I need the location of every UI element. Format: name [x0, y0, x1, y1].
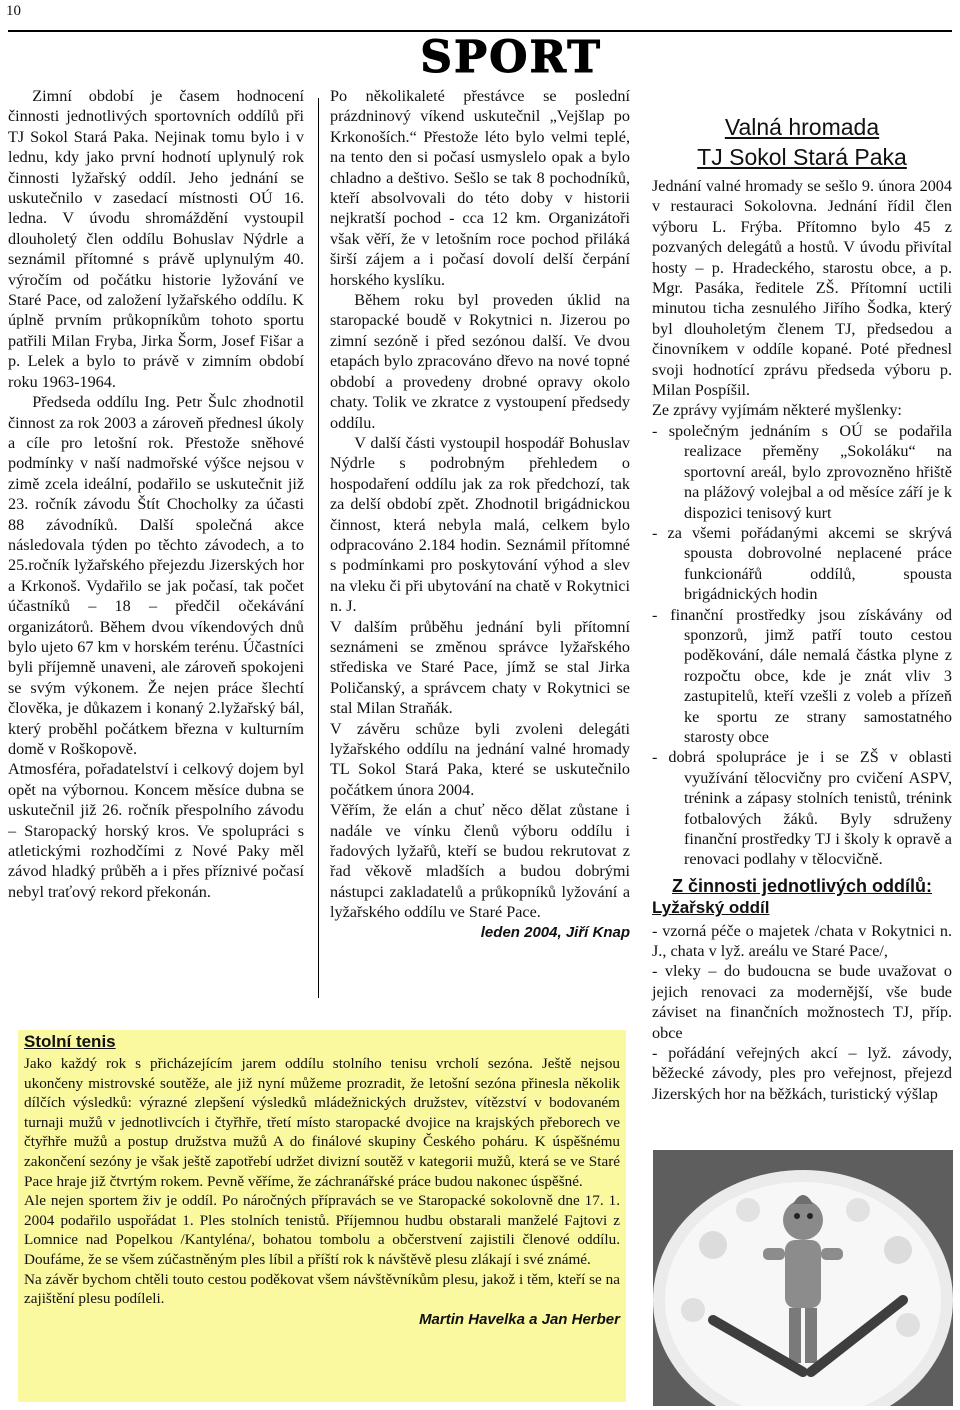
report-item: - společným jednáním s OÚ se podařila realizace přeměny „Sokoláku“ na sportovní areál, bylo zprovozněno hřiště na plážový volejbal a od měsíce září je k dispozici tenisový kurt	[652, 421, 952, 522]
middle-paragraph: Po několikaleté přestávce se poslední prázdninový víkend uskutečnil „Vejšlap po Krkonoších.“ Přestože léto bylo velmi teplé, na tento den si počasí usmyslelo opak a bylo chladno a deštivo. Sešlo se tak 8 pochodníků, kteří absolvovali do této doby v historii nejkratší pochod - cca 12 km. Organizátoři však věří, že v letošním roce pochod přiláká širší zájem a i počasí dovolí delší čerpání horského kyslíku.	[330, 87, 630, 289]
middle-paragraph: V závěru schůze byli zvoleni delegáti lyžařského oddílu na jednání valné hromady TL Sokol Stará Paka, které se uskutečnilo počátkem února 2004.	[330, 719, 630, 799]
report-list	[652, 421, 952, 870]
middle-column	[330, 86, 630, 943]
middle-paragraph: V dalším průběhu jednání byli přítomní seznámeni se změnou správce lyžařského střediska ve Staré Pace, jímž se stal Jirka Poličanský, a správcem chaty v Rokytnici se stal Milan Straňák.	[330, 617, 630, 718]
cake-photo	[653, 1150, 953, 1406]
report-item: - za všemi pořádanými akcemi se skrývá spousta dobrovolné neplacené práce funkcionářů oddílů, spousta brigádnických hodin	[652, 523, 952, 604]
stolni-tenis-box	[18, 1030, 626, 1402]
right-column	[652, 112, 952, 1104]
stolni-signature: Martin Havelka a Jan Herber	[419, 1310, 620, 1328]
middle-paragraph: Věřím, že elán a chuť něco dělat zůstane i nadále ve vínku členů výboru oddílu i řadových lyžařů, kteří se budou rekrutovat z řad věkově mladších a budou dobrými nástupci zakladatelů a průkopníků lyžování a lyžařského oddílu ve Staré Pace.	[330, 801, 630, 922]
page-number: 10	[6, 3, 21, 19]
left-paragraph: Předseda oddílu Ing. Petr Šulc zhodnotil činnost za rok 2003 a zároveň přednesl úkoly a cíle pro letošní rok. Přestože sněhové podmínky v naší nadmořské výšce nejsou v zimě zcela ideální, podařilo se uskutečnit již 23. ročník závodu Štít Chocholky za účasti 88 závodníků. Další společná akce následovala týden po těchto závodech, a to 25.ročník lyžařského přejezdu Jizerských hor a Krkonoš. Vydařilo se jak počasí, tak počet účastníků – 18 – předčil očekávání organizátorů. Během dvou víkendových dnů bylo ujeto 67 km v horském terénu. Účastníci byli příjemně unaveni, ale zároveň spokojeni se svým výkonem. Že nejen práce šlechtí člověka, je důkazem i konaný 2.lyžařský bál, který proběhl počátkem března v kulturním domě v Roškopově.	[8, 393, 304, 758]
middle-paragraph: V další části vystoupil hospodář Bohuslav Nýdrle s podrobným přehledem o hospodaření oddílu jak za rok předchozí, tak za delší období zpět. Zhodnotil brigádnickou činnost, která nebyla malá, celkem bylo odpracováno 2.184 hodin. Seznámil přítomné s podmínkami pro poskytování výhod a slev na vleku či při ubytování na chatě v Rokytnici n. J.	[330, 433, 630, 616]
left-column	[8, 86, 304, 902]
valna-title-line1: Valná hromada	[724, 114, 880, 140]
cake-photo-image	[653, 1150, 953, 1406]
lyzarsky-item: - vleky – do budoucna se bude uvažovat o jejich renovaci za modernější, vše bude záviset na finančních možnostech TJ, příp. obce	[652, 962, 952, 1042]
lyzarsky-title: Lyžařský oddíl	[652, 898, 770, 918]
report-lead: Ze zprávy vyjímám některé myšlenky:	[652, 401, 902, 420]
column-divider	[318, 98, 319, 998]
report-item: - finanční prostředky jsou získávány od sponzorů, jimž patří touto cestou poděkování, dále nemalá částka plyne z rozpočtu obce, kde je znát vliv 3 zastupitelů, kteří vzešli z voleb a přízeň ke sportu ze strany samostatného starosty obce	[652, 605, 952, 746]
lyzarsky-item: - pořádání veřejných akcí – lyž. závody, běžecké závody, ples pro veřejnost, přejezd Jizerských hor na běžkách, turistický výšlap	[652, 1044, 952, 1103]
valna-title-line2: TJ Sokol Stará Paka	[697, 144, 907, 170]
lyzarsky-item: - vzorná péče o majetek /chata v Rokytnici n. J., chata v lyž. areálu ve Staré Pace/,	[652, 921, 952, 961]
left-paragraph: Atmosféra, pořadatelství i celkový dojem byl opět na výbornou. Koncem měsíce dubna se uskutečnil již 26. ročník přespolního závodu – Staropacký horský kros. Ve spolupráci s atletickými rozhodčími z Nové Paky měl závod hladký průběh a i přes příznivé počasí nebyl traťový rekord překonán.	[8, 760, 304, 901]
stolni-paragraph: Jako každý rok s přicházejícím jarem oddílu stolního tenisu vrcholí sezóna. Ještě nejsou ukončeny mistrovské soutěže, ale již nyní můžeme prozradit, že letošní sezóna přinesla několik dílčích výsledků: výrazné zlepšení výsledků mládežnických družstev, vítězství v bodovaném turnaji mužů v jednotlivcích i čtyřhře, třetí místo staropacké dvojice na krajských přeborech ve čtyřhře mužů a postup družstva mužů A do finálové skupiny Českého poháru. K úspěšnému zakončení sezóny je však ještě zapotřebí udržet divizní soutěž v kategorii mužů, která se ve Staré Pace hraje již čtvrtým rokem. Pevně věříme, že záchranářské práce budou nakonec úspěšné.	[24, 1055, 620, 1190]
report-item: - dobrá spolupráce je i se ZŠ v oblasti využívání tělocvičny pro cvičení ASPV, trénink a zápasy stolních tenistů, trénink fotbalových žáků. Byly sdruženy finanční prostředky TJ i školy k opravě a renovaci podlahy v tělocvičně.	[652, 748, 952, 869]
middle-paragraph: Během roku byl proveden úklid na staropacké boudě v Rokytnici n. Jizerou po zimní sezóně i před sezónou další. Ve dvou etapách bylo zpracováno dřevo na nové topné období a provedeny drobné opravy okolo chaty. Tolik ve zkratce z vystoupení předsedy oddílu.	[330, 291, 630, 432]
subsection-title: Z činnosti jednotlivých oddílů:	[672, 875, 932, 896]
stolni-paragraph: Na závěr bychom chtěli touto cestou poděkovat všem návštěvníkům plesu, jakož i těm, kteří se na zajištění plesu podíleli.	[24, 1270, 620, 1308]
section-title: SPORT	[420, 32, 602, 83]
middle-signature: leden 2004, Jiří Knap	[480, 923, 630, 941]
valna-hromada-title	[652, 112, 952, 172]
left-paragraph: Zimní období je časem hodnocení činnosti jednotlivých sportovních oddílů při TJ Sokol Stará Paka. Nejinak tomu bylo i v lednu, kdy jako první hodnotí uplynulý rok činnosti lyžařský oddíl. Jeho jednání se uskutečnilo v zasedací místnosti OÚ 16. ledna. V úvodu shromáždění vystoupil dlouholetý člen oddílu Bohuslav Nýdrle a seznámil přítomné s právě uplynulým 40. výročím od počátku historie lyžování ve Staré Pace, od založení lyžařského oddílu. K úplně prvním průkopníkům tohoto sportu patřili Milan Fryba, Jirka Šorm, Josef Fišar a p. Lelek a bylo to právě v zimním období roku 1963-1964.	[8, 87, 304, 391]
valna-intro: Jednání valné hromady se sešlo 9. února 2004 v restauraci Sokolovna. Jednání řídil člen výboru L. Frýba. Přítomno bylo 45 z pozvaných delegátů a hostů. V úvodu přivítal hosty – p. Hradeckého, starostu obce, a p. Mgr. Pasáka, ředitele ZŠ. Přítomní uctili minutou ticha zesnulého Jiřího Šodka, který byl dlouholetým členem TJ, předsedou a činovníkem v oddíle kopané. Poté přednesl svoji hodnotící zprávu předseda výboru p. Milan Pospíšil.	[652, 177, 952, 400]
stolni-tenis-title: Stolní tenis	[24, 1032, 116, 1051]
stolni-paragraph: Ale nejen sportem živ je oddíl. Po náročných přípravách se ve Staropacké sokolovně dne 17. 1. 2004 podařilo uspořádat 1. Ples stolních tenistů. Příjemnou hudbu obstarali manželé Fajtovi z Lomnice nad Popelkou /Kantyléna/, bohatou tombolu a občerstvení zajistili členové oddílu. Doufáme, že se všem zúčastněným ples líbil a příští rok k návštěvě plesu zlákají i své známé.	[24, 1192, 620, 1268]
lyzarsky-list	[652, 921, 952, 1105]
